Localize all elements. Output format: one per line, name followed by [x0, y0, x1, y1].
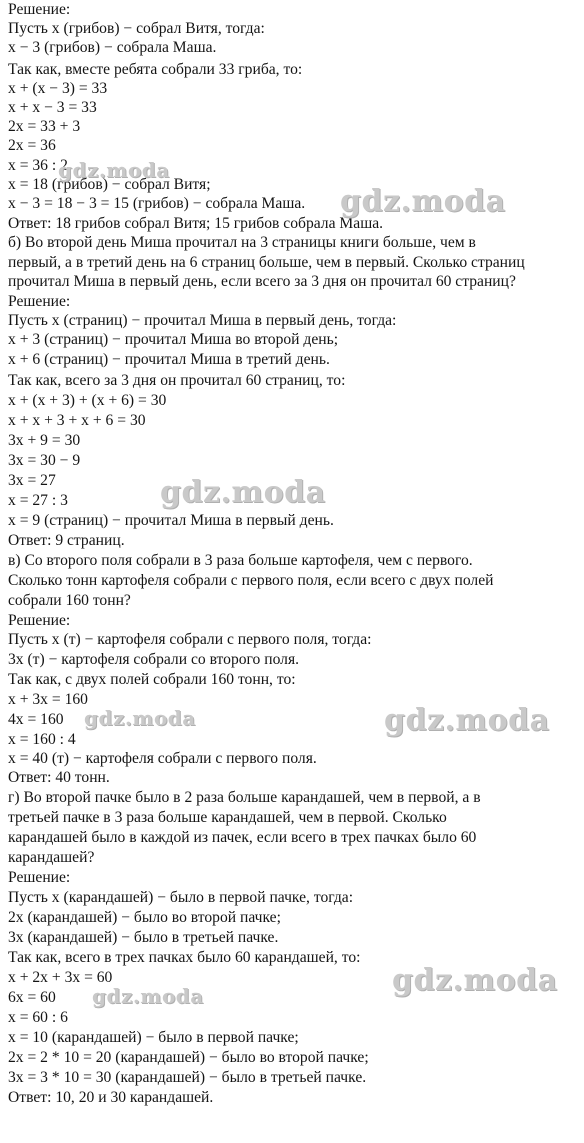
- text-line: x = 36 : 2: [8, 157, 68, 174]
- text-line: Пусть x (т) − картофеля собрали с первого поля, тогда:: [8, 631, 372, 648]
- text-line: 6x = 60: [8, 989, 56, 1006]
- section-heading: Решение:: [8, 293, 71, 310]
- problem-statement: карандашей?: [8, 849, 95, 866]
- text-line: x + 3 (страниц) − прочитал Миша во второй день;: [8, 331, 339, 348]
- answer-line: Ответ: 40 тонн.: [8, 769, 110, 786]
- text-line: 3x (карандашей) − было в третьей пачке.: [8, 929, 279, 946]
- watermark-logo: gdz.moda: [392, 963, 558, 998]
- text-line: 3x = 30 − 9: [8, 452, 81, 469]
- text-line: x = 40 (т) − картофеля собрали с первого поля.: [8, 750, 317, 767]
- answer-line: Ответ: 18 грибов собрал Витя; 15 грибов собрала Маша.: [8, 215, 384, 232]
- watermark-logo: gdz.moda: [84, 706, 196, 730]
- watermark-logo: gdz.moda: [92, 984, 204, 1008]
- text-line: x = 160 : 4: [8, 731, 76, 748]
- text-line: 3x = 3 * 10 = 30 (карандашей) − было в третьей пачке.: [8, 1069, 367, 1086]
- problem-statement: карандашей было в каждой из пачек, если всего в трех пачках было 60: [8, 829, 477, 846]
- problem-statement: г) Во второй пачке было в 2 раза больше карандашей, чем в первой, а в: [8, 789, 481, 806]
- answer-line: Ответ: 10, 20 и 30 карандашей.: [8, 1089, 214, 1106]
- text-line: 3x = 27: [8, 472, 56, 489]
- text-line: Так как, с двух полей собрали 160 тонн, то:: [8, 671, 296, 688]
- watermark-logo: gdz.moda: [160, 475, 326, 510]
- watermark-logo: gdz.moda: [58, 158, 170, 182]
- text-line: x = 60 : 6: [8, 1009, 68, 1026]
- problem-statement: в) Со второго поля собрали в 3 раза больше картофеля, чем с первого.: [8, 552, 473, 569]
- text-line: Пусть x (страниц) − прочитал Миша в первый день, тогда:: [8, 312, 397, 329]
- text-line: Пусть x (карандашей) − было в первой пачке, тогда:: [8, 889, 354, 906]
- problem-statement: прочитал Миша в первый день, если всего за 3 дня он прочитал 60 страниц?: [8, 273, 516, 290]
- problem-statement: б) Во второй день Миша прочитал на 3 страницы книги больше, чем в: [8, 234, 476, 251]
- text-line: 3x + 9 = 30: [8, 432, 81, 449]
- text-line: Пусть x (грибов) − собрал Витя, тогда:: [8, 20, 265, 37]
- problem-statement: Сколько тонн картофеля собрали с первого поля, если всего с двух полей: [8, 572, 494, 589]
- text-line: x = 18 (грибов) − собрал Витя;: [8, 176, 211, 193]
- text-line: Решение:: [8, 1, 71, 18]
- text-line: Так как, вместе ребята собрали 33 гриба, то:: [8, 61, 303, 78]
- text-line: x + 6 (страниц) − прочитал Миша в третий день.: [8, 351, 330, 368]
- text-line: 3x (т) − картофеля собрали со второго поля.: [8, 651, 300, 668]
- text-line: x − 3 = 18 − 3 = 15 (грибов) − собрала Маша.: [8, 195, 306, 212]
- text-line: 2x (карандашей) − было во второй пачке;: [8, 909, 281, 926]
- text-line: x + 3x = 160: [8, 691, 88, 708]
- text-line: x = 10 (карандашей) − было в первой пачке;: [8, 1029, 299, 1046]
- text-line: Так как, всего в трех пачках было 60 карандашей, то:: [8, 949, 361, 966]
- text-line: x + x − 3 = 33: [8, 99, 97, 116]
- problem-statement: третьей пачке в 3 раза больше карандашей, чем в первой. Сколько: [8, 809, 447, 826]
- watermark-logo: gdz.moda: [384, 703, 550, 738]
- section-heading: Решение:: [8, 869, 71, 886]
- text-line: 2x = 2 * 10 = 20 (карандашей) − было во второй пачке;: [8, 1049, 369, 1066]
- text-line: x = 9 (страниц) − прочитал Миша в первый день.: [8, 512, 334, 529]
- text-line: x − 3 (грибов) − собрала Маша.: [8, 39, 217, 56]
- text-line: 2x = 33 + 3: [8, 118, 81, 135]
- text-line: Так как, всего за 3 дня он прочитал 60 страниц, то:: [8, 372, 346, 389]
- problem-statement: первый, а в третий день на 6 страниц больше, чем в первый. Сколько страниц: [8, 254, 525, 271]
- text-line: 4x = 160: [8, 711, 64, 728]
- text-line: x = 27 : 3: [8, 492, 68, 509]
- problem-statement: собрали 160 тонн?: [8, 592, 131, 609]
- text-line: x + 2x + 3x = 60: [8, 969, 113, 986]
- text-line: 2x = 36: [8, 137, 56, 154]
- answer-line: Ответ: 9 страниц.: [8, 532, 125, 549]
- text-line: x + x + 3 + x + 6 = 30: [8, 412, 146, 429]
- section-heading: Решение:: [8, 612, 71, 629]
- watermark-logo: gdz.moda: [340, 184, 506, 219]
- text-line: x + (x − 3) = 33: [8, 80, 108, 97]
- text-line: x + (x + 3) + (x + 6) = 30: [8, 392, 167, 409]
